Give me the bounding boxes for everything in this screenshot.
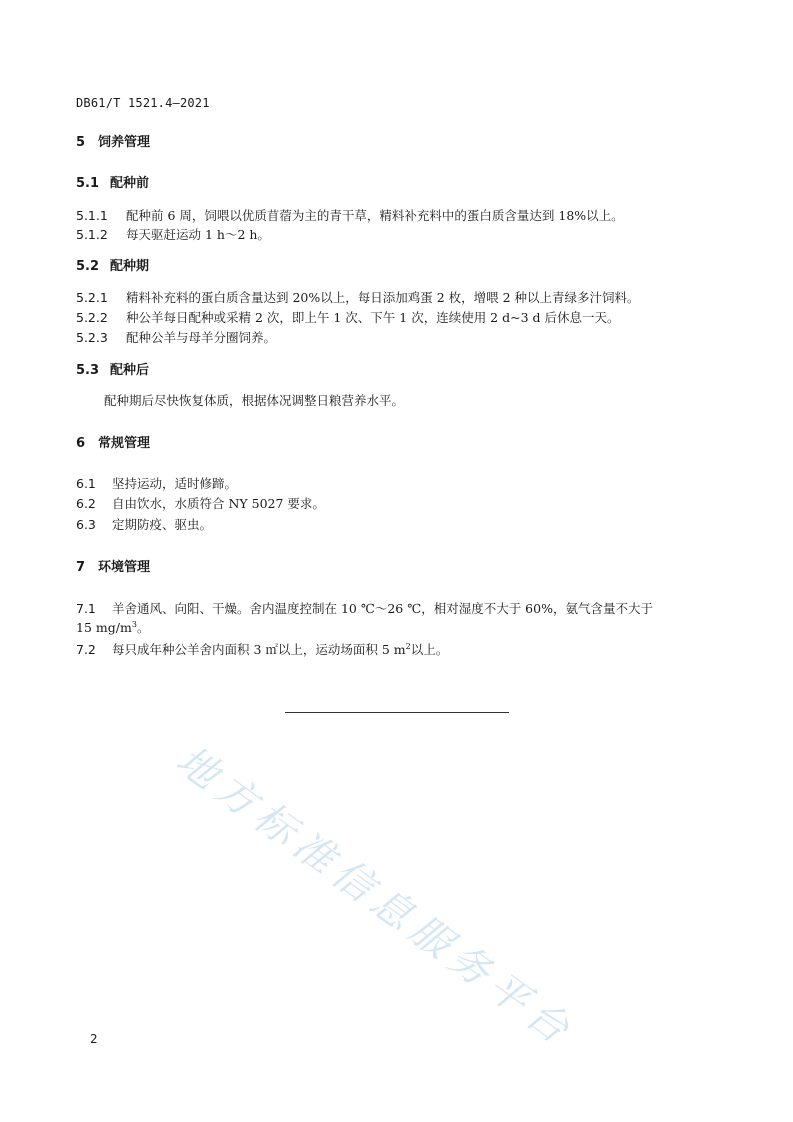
clause-6-2 [76,494,325,512]
clause-text: 15 mg/m [76,620,132,635]
section-number: 5.2 [76,259,100,274]
clause-text: 每天驱赶运动 1 h～2 h。 [126,227,270,242]
clause-7-2 [76,640,448,658]
section-number: 5.3 [76,363,100,378]
section-title: 饲养管理 [98,135,151,150]
clause-5-1-2 [76,225,270,243]
section-title: 配种后 [110,363,150,378]
clause-text: 种公羊每日配种或采精 2 次，即上午 1 次、下午 1 次，连续使用 2 d~3 d 后休息一天。 [126,310,620,325]
section-title: 配种期 [110,259,150,274]
watermark: 地方标准信息服务平台 [167,737,584,1057]
clause-text: 以上。 [410,642,449,657]
clause-text: 坚持运动，适时修蹄。 [112,476,238,491]
section-5-1-heading [76,172,149,191]
clause-text: 配种前 6 周，饲喂以优质苜蓿为主的青干草，精料补充料中的蛋白质含量达到 18%以上。 [126,208,624,223]
clause-text: 自由饮水，水质符合 NY 5027 要求。 [112,496,325,511]
clause-5-2-1 [76,288,640,306]
section-number: 7 [76,560,86,575]
clause-text: 定期防疫、驱虫。 [112,517,213,532]
clause-text: 配种公羊与母羊分圈饲养。 [126,330,277,345]
page-number: 2 [90,1032,98,1046]
superscript: 3 [131,619,137,629]
section-number: 6 [76,436,86,451]
clause-5-2-2 [76,308,619,326]
clause-number: 7.2 [76,642,96,657]
clause-number: 5.1.2 [76,227,108,242]
section-number: 5.1 [76,176,100,191]
section-5-2-heading [76,255,149,274]
clause-number: 6.1 [76,476,96,491]
clause-number: 7.1 [76,601,96,616]
document-code-header: DB61/T 1521.4—2021 [76,96,210,110]
section-title: 常规管理 [98,436,151,451]
clause-number: 5.1.1 [76,208,108,223]
clause-5-2-3 [76,328,276,346]
section-title: 配种前 [110,176,150,191]
clause-number: 6.3 [76,517,96,532]
section-7-heading [76,556,150,575]
clause-number: 6.2 [76,496,96,511]
section-5-3-paragraph: 配种期后尽快恢复体质，根据体况调整日粮营养水平。 [104,393,405,408]
clause-6-1 [76,474,237,492]
clause-number: 5.2.3 [76,330,108,345]
clause-text: 。 [136,620,150,635]
clause-text: 每只成年种公羊舍内面积 3 ㎡以上，运动场面积 5 m [112,642,406,657]
clause-text: 羊舍通风、向阳、干燥。舍内温度控制在 10 ℃～26 ℃，相对湿度不大于 60%，氨气含量不大于 [112,601,653,616]
section-5-3-heading [76,359,149,378]
clause-number: 5.2.2 [76,310,108,325]
clause-number: 5.2.1 [76,290,108,305]
end-of-document-line [285,712,509,713]
clause-7-1 [76,599,653,617]
section-number: 5 [76,135,86,150]
superscript: 2 [405,641,411,651]
section-6-heading [76,432,150,451]
section-title: 环境管理 [98,560,151,575]
clause-text: 精料补充料的蛋白质含量达到 20%以上，每日添加鸡蛋 2 枚，增喂 2 种以上青绿多汁饲料。 [126,290,640,305]
clause-7-1-continuation [76,618,149,636]
clause-5-1-1 [76,206,624,224]
clause-6-3 [76,515,212,533]
section-5-heading [76,131,150,150]
